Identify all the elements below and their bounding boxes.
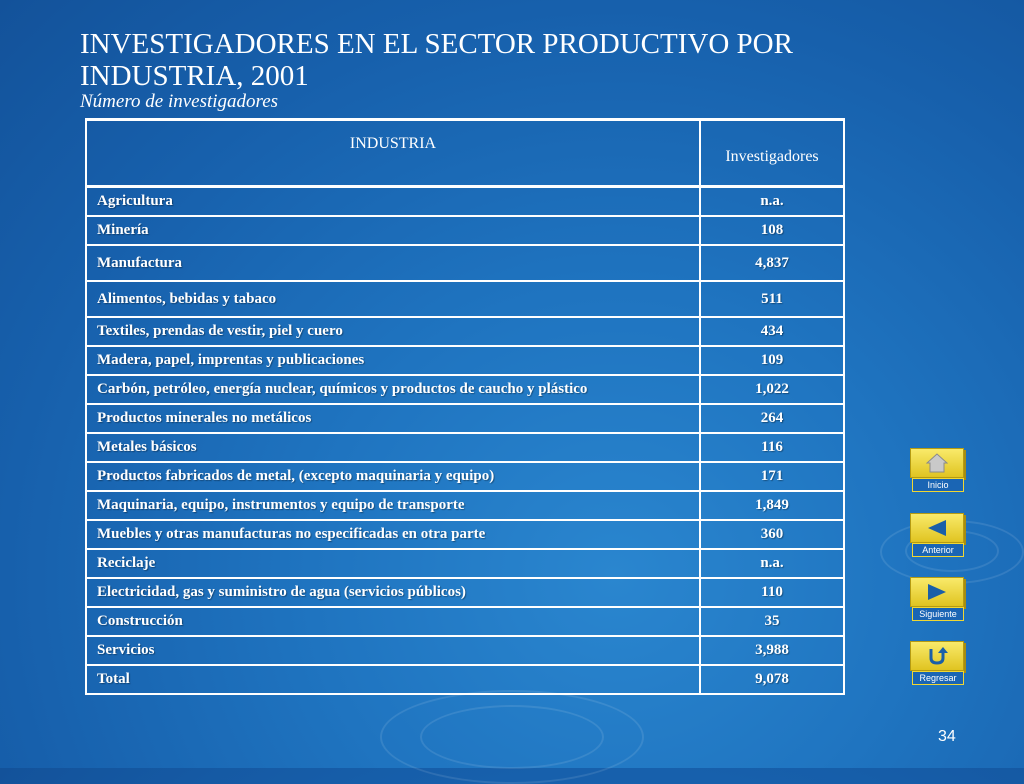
column-header-industry: INDUSTRIA <box>86 120 700 187</box>
table-row <box>86 245 844 281</box>
next-button-face <box>910 577 964 607</box>
home-button[interactable] <box>910 448 966 492</box>
researchers-cell: 109 <box>700 346 844 375</box>
home-button-label: Inicio <box>912 478 964 492</box>
table-header-row <box>86 120 844 187</box>
table-row <box>86 491 844 520</box>
researchers-cell: n.a. <box>700 187 844 217</box>
triangle-left-icon <box>926 519 948 537</box>
slide-subtitle: Número de investigadores <box>80 91 279 112</box>
table-row <box>86 665 844 694</box>
researchers-cell: 511 <box>700 281 844 317</box>
industry-cell: Metales básicos <box>86 433 700 462</box>
table-row <box>86 317 844 346</box>
next-button-label: Siguiente <box>912 607 964 621</box>
industry-cell: Agricultura <box>86 187 700 217</box>
industry-cell: Electricidad, gas y suministro de agua (servicios públicos) <box>86 578 700 607</box>
industry-cell: Maquinaria, equipo, instrumentos y equipo de transporte <box>86 491 700 520</box>
table-row <box>86 375 844 404</box>
table-row <box>86 578 844 607</box>
slide-title: INVESTIGADORES EN EL SECTOR PRODUCTIVO POR INDUSTRIA, 2001 <box>80 28 793 92</box>
return-button[interactable] <box>910 641 966 685</box>
researchers-cell: n.a. <box>700 549 844 578</box>
industry-cell: Minería <box>86 216 700 245</box>
researchers-cell: 116 <box>700 433 844 462</box>
industry-cell: Manufactura <box>86 245 700 281</box>
home-button-face <box>910 448 964 478</box>
industry-cell: Reciclaje <box>86 549 700 578</box>
page-number: 34 <box>938 728 956 745</box>
previous-button-face <box>910 513 964 543</box>
industry-cell: Servicios <box>86 636 700 665</box>
table-row <box>86 462 844 491</box>
table-row <box>86 607 844 636</box>
researchers-cell: 3,988 <box>700 636 844 665</box>
industry-cell: Alimentos, bebidas y tabaco <box>86 281 700 317</box>
researchers-cell: 110 <box>700 578 844 607</box>
industry-cell: Construcción <box>86 607 700 636</box>
researchers-cell: 434 <box>700 317 844 346</box>
researchers-cell: 1,849 <box>700 491 844 520</box>
table-row <box>86 216 844 245</box>
researchers-cell: 108 <box>700 216 844 245</box>
industry-cell: Madera, papel, imprentas y publicaciones <box>86 346 700 375</box>
researchers-cell: 4,837 <box>700 245 844 281</box>
table-row <box>86 346 844 375</box>
industry-cell: Productos fabricados de metal, (excepto maquinaria y equipo) <box>86 462 700 491</box>
researchers-cell: 171 <box>700 462 844 491</box>
table-row <box>86 404 844 433</box>
column-header-researchers: Investigadores <box>700 120 844 187</box>
triangle-right-icon <box>926 583 948 601</box>
industry-cell: Muebles y otras manufacturas no especificadas en otra parte <box>86 520 700 549</box>
table-row <box>86 433 844 462</box>
researchers-cell: 1,022 <box>700 375 844 404</box>
previous-button[interactable] <box>910 513 966 557</box>
industry-cell: Productos minerales no metálicos <box>86 404 700 433</box>
researchers-cell: 35 <box>700 607 844 636</box>
industry-cell: Carbón, petróleo, energía nuclear, químicos y productos de caucho y plástico <box>86 375 700 404</box>
table-row <box>86 549 844 578</box>
industry-cell: Textiles, prendas de vestir, piel y cuero <box>86 317 700 346</box>
return-button-face <box>910 641 964 671</box>
previous-button-label: Anterior <box>912 543 964 557</box>
table-row <box>86 187 844 217</box>
researchers-cell: 360 <box>700 520 844 549</box>
ripple-decoration <box>420 705 604 769</box>
return-button-label: Regresar <box>912 671 964 685</box>
ripple-decoration <box>380 690 644 784</box>
table-row <box>86 520 844 549</box>
house-icon <box>926 453 948 473</box>
table-row <box>86 281 844 317</box>
researchers-cell: 9,078 <box>700 665 844 694</box>
return-arrow-icon <box>926 646 948 666</box>
table-row <box>86 636 844 665</box>
industry-cell: Total <box>86 665 700 694</box>
researchers-cell: 264 <box>700 404 844 433</box>
data-table <box>85 118 845 695</box>
next-button[interactable] <box>910 577 966 621</box>
